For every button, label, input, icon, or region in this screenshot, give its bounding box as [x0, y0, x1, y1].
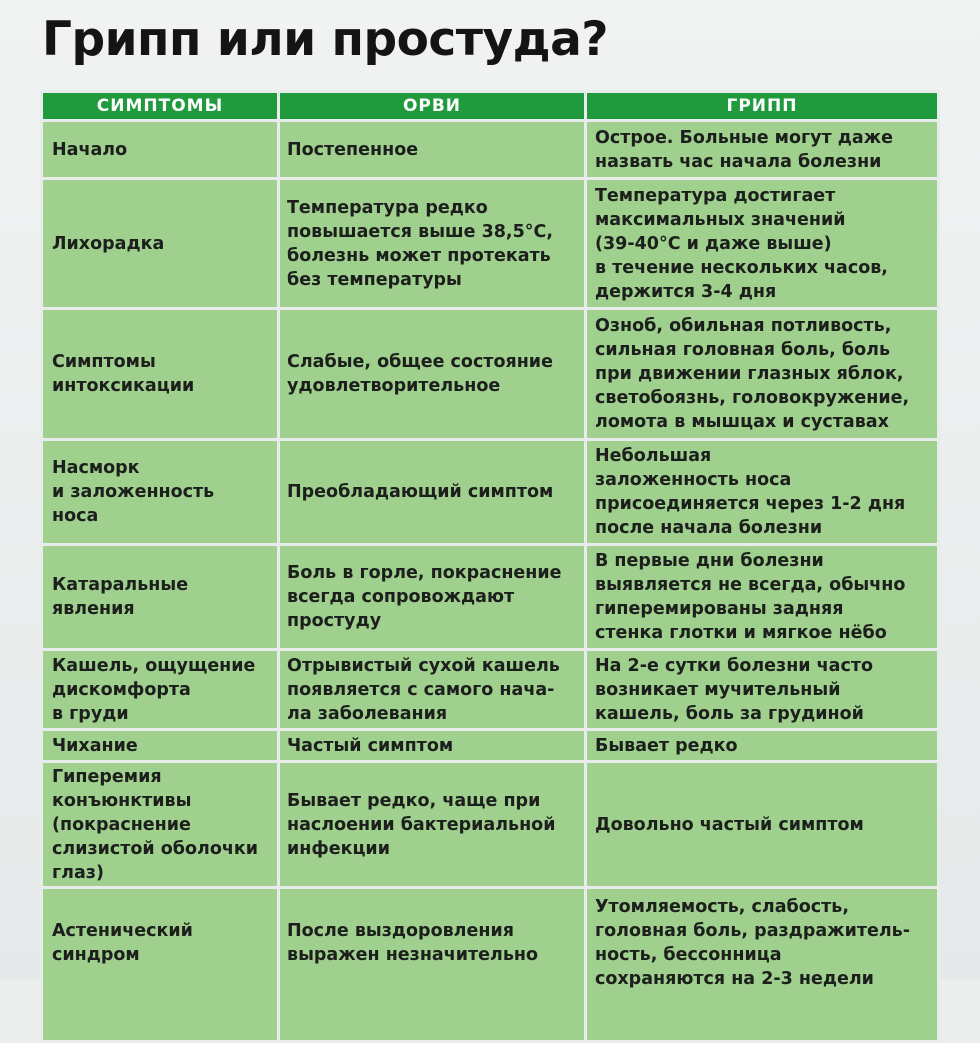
table-header-row: [42, 92, 939, 121]
symptom-cell: Симптомы интоксикации: [42, 309, 279, 440]
symptom-cell: Катаральные явления: [42, 545, 279, 650]
orvi-cell: Частый симптом: [279, 730, 586, 762]
flu-cell: Озноб, обильная потливость, сильная головная боль, боль при движении глазных яблок, светобоязнь, головокружение, ломота в мышцах и суставах: [586, 309, 939, 440]
flu-cell: Довольно частый симптом: [586, 762, 939, 888]
flu-cell: Небольшая заложенность носа присоединяется через 1-2 дня после начала болезни: [586, 440, 939, 545]
flu-cell: На 2-е сутки болезни часто возникает мучительный кашель, боль за грудиной: [586, 650, 939, 730]
flu-cell: В первые дни болезни выявляется не всегда, обычно гиперемированы задняя стенка глотки и мягкое нёбо: [586, 545, 939, 650]
symptom-cell: Гиперемия конъюнктивы (покраснение слизистой оболочки глаз): [42, 762, 279, 888]
symptom-cell: Чихание: [42, 730, 279, 762]
flu-cell: Температура достигает максимальных значений (39-40°С и даже выше) в течение нескольких часов, держится 3-4 дня: [586, 179, 939, 309]
symptom-cell: Лихорадка: [42, 179, 279, 309]
table-row: [42, 888, 939, 1042]
orvi-cell: Преобладающий симптом: [279, 440, 586, 545]
table-row: [42, 440, 939, 545]
flu-cell: Бывает редко: [586, 730, 939, 762]
table-row: [42, 179, 939, 309]
column-header-symptoms: СИМПТОМЫ: [42, 92, 279, 121]
orvi-cell: Боль в горле, покраснение всегда сопровождают простуду: [279, 545, 586, 650]
page-title: Грипп или простуда?: [42, 12, 609, 67]
table-row: [42, 121, 939, 179]
table-row: [42, 762, 939, 888]
orvi-cell: Температура редко повышается выше 38,5°С, болезнь может протекать без температуры: [279, 179, 586, 309]
orvi-cell: После выздоровления выражен незначительно: [279, 888, 586, 1042]
symptom-cell: Кашель, ощущение дискомфорта в груди: [42, 650, 279, 730]
orvi-cell: Слабые, общее состояние удовлетворительное: [279, 309, 586, 440]
symptom-cell: Астенический синдром: [42, 888, 279, 1042]
flu-cell: Острое. Больные могут даже назвать час начала болезни: [586, 121, 939, 179]
column-header-flu: ГРИПП: [586, 92, 939, 121]
comparison-table: [40, 90, 940, 1043]
symptom-cell: Насморк и заложенность носа: [42, 440, 279, 545]
orvi-cell: Бывает редко, чаще при наслоении бактериальной инфекции: [279, 762, 586, 888]
table-row: [42, 545, 939, 650]
orvi-cell: Отрывистый сухой кашель появляется с самого нача- ла заболевания: [279, 650, 586, 730]
table-row: [42, 309, 939, 440]
column-header-orvi: ОРВИ: [279, 92, 586, 121]
table-row: [42, 730, 939, 762]
table-row: [42, 650, 939, 730]
symptom-cell: Начало: [42, 121, 279, 179]
flu-cell: Утомляемость, слабость, головная боль, раздражитель- ность, бессонница сохраняются на 2-3 недели: [586, 888, 939, 1042]
orvi-cell: Постепенное: [279, 121, 586, 179]
